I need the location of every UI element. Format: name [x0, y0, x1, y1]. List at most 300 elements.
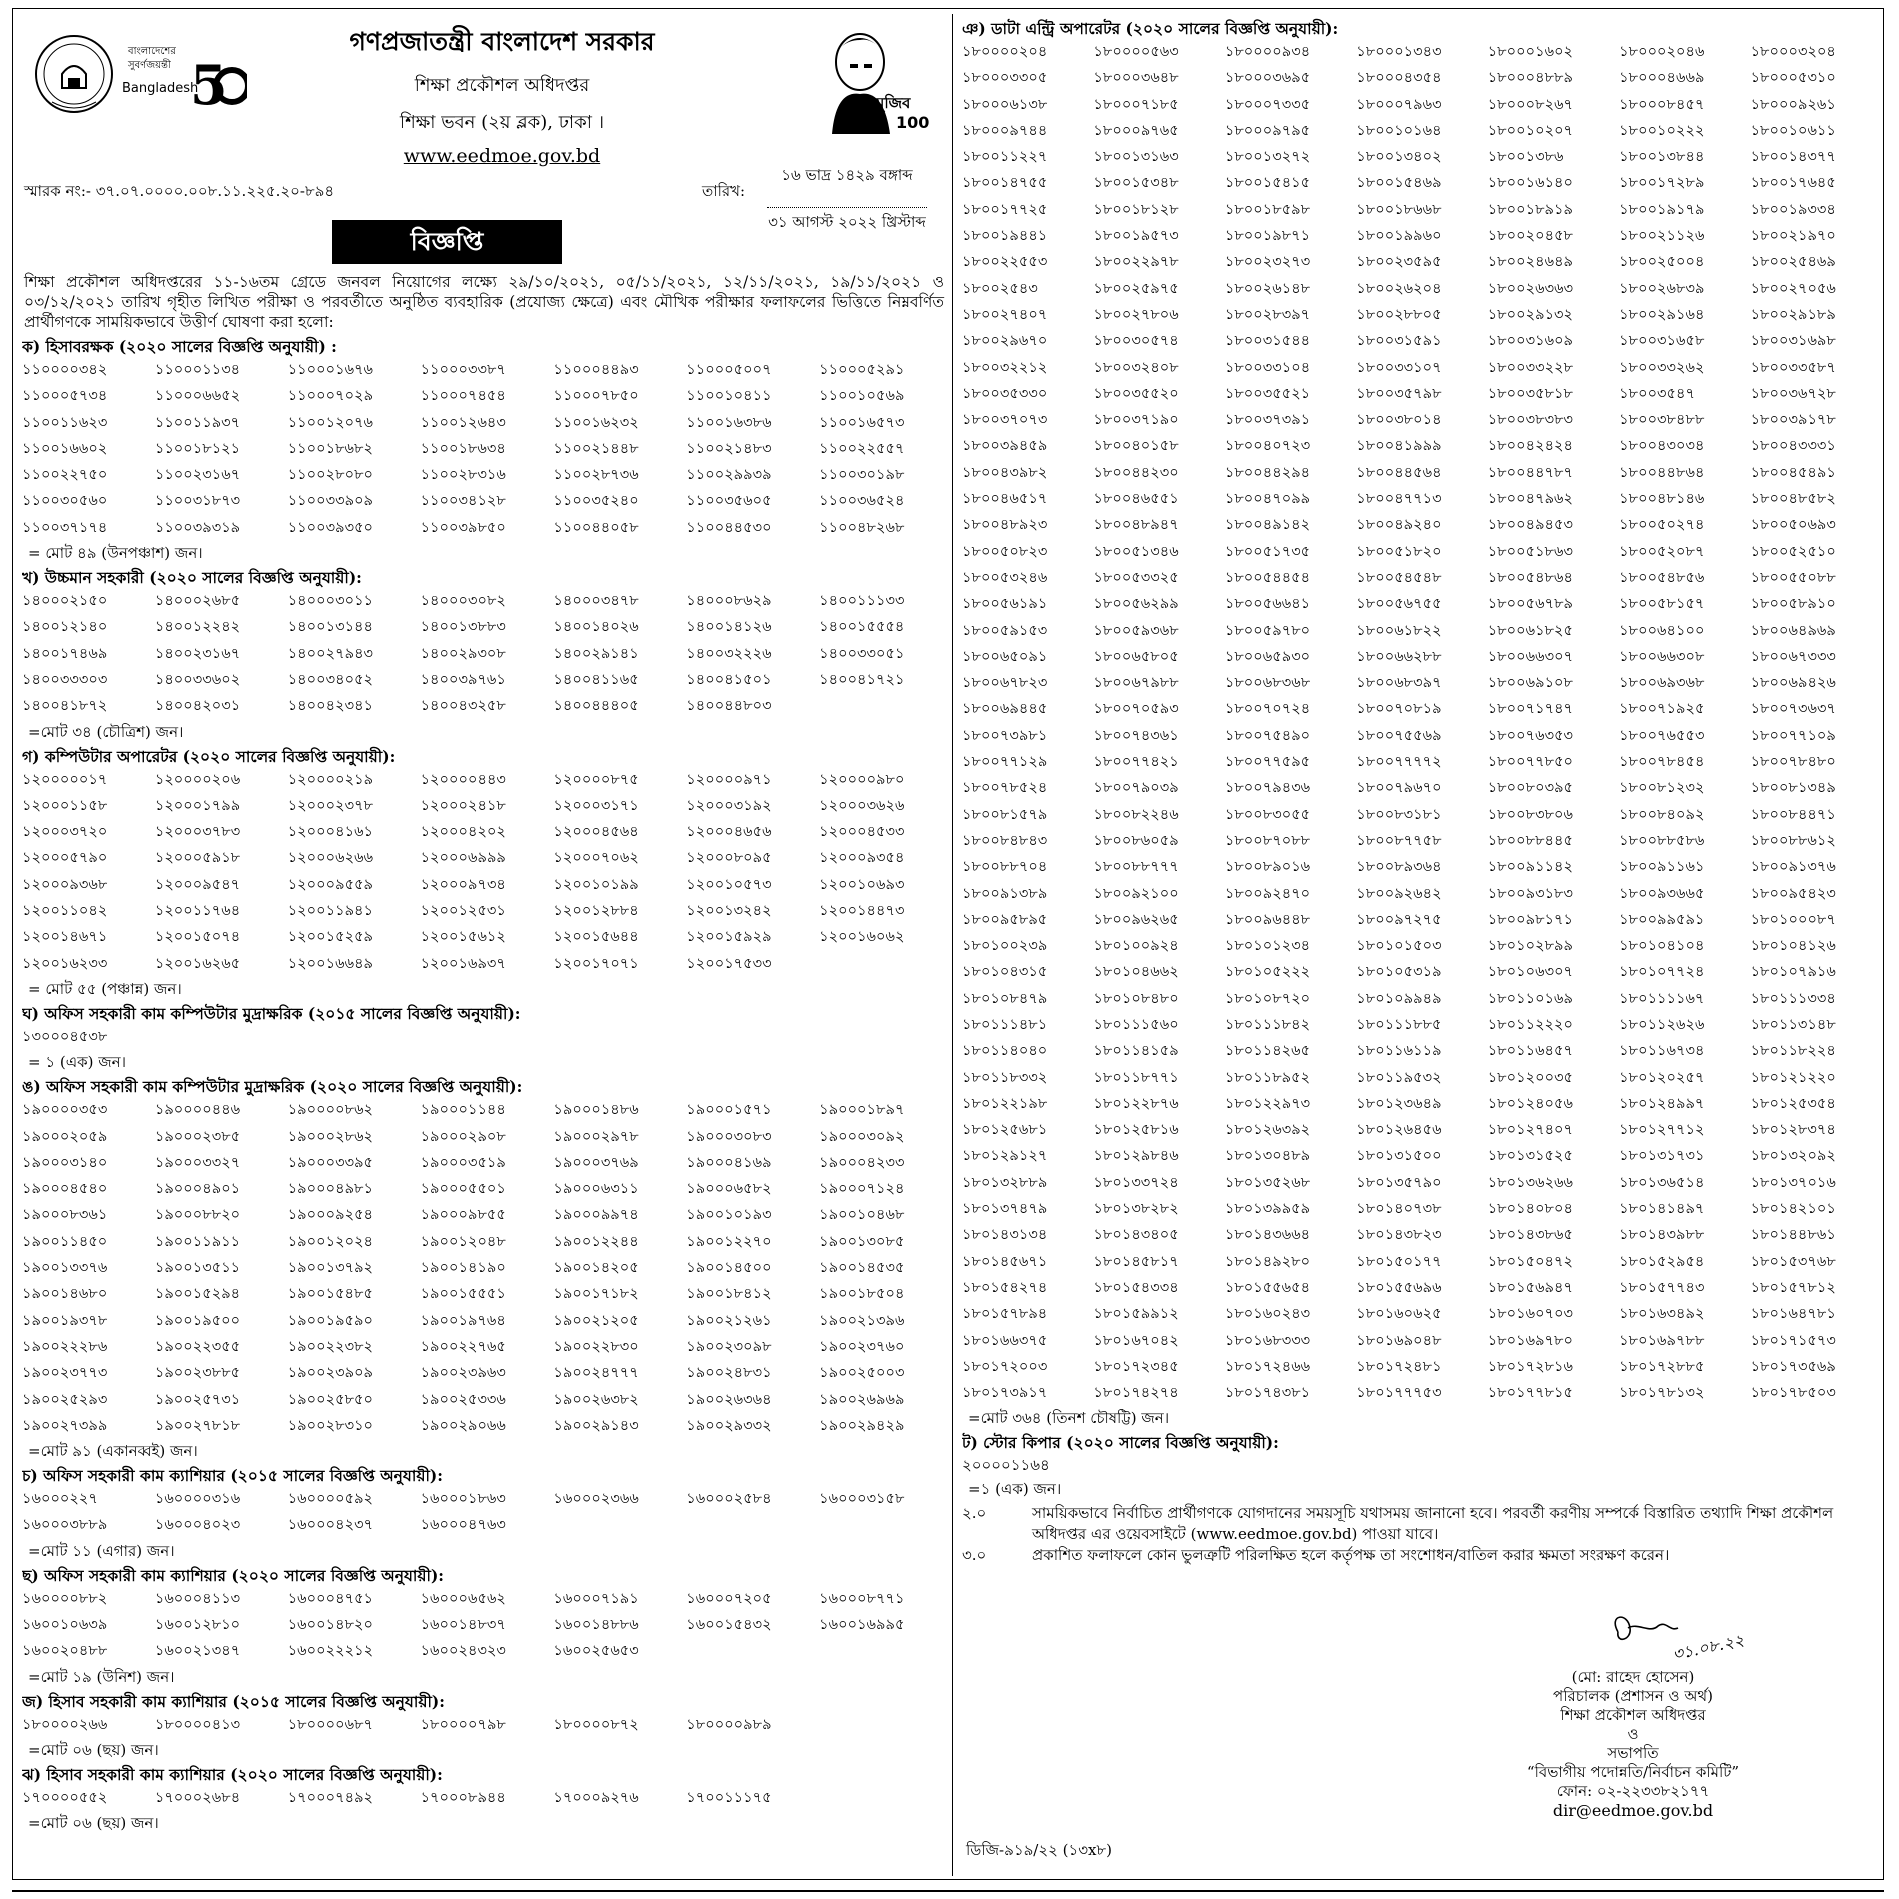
roll-number: ১৪০০২৯৩০৮	[420, 644, 506, 662]
roll-number: ১৮০০৮৮৪৪৫	[1487, 831, 1573, 849]
bottom-rule	[12, 1890, 1884, 1892]
roll-number: ১৮০০৪৩০৩৪	[1619, 437, 1705, 455]
roll-number: ১৮০০৮০৩৯৫	[1487, 779, 1574, 797]
roll-number: ১৯০০০২৯০৮	[420, 1127, 506, 1145]
roll-number: ১৯০০০৫৫০১	[420, 1180, 506, 1198]
roll-number: ১৮০১২৭৭১২	[1619, 1121, 1705, 1139]
roll-number: ১৮০০০৩৬৪৮	[1093, 69, 1179, 87]
roll-number: ১৮০১৭১৫৭৩	[1750, 1331, 1836, 1349]
roll-number: ১৮০০১৪৩৭৭	[1750, 148, 1836, 166]
roll-number: ১৮০১৪৪৮৬১	[1750, 1226, 1836, 1244]
roll-number: ১৮০১২৬৪৫৬	[1356, 1121, 1442, 1139]
roll-number: ১৯০০১৫২৯৪	[154, 1285, 241, 1303]
svg-text:5: 5	[190, 53, 228, 117]
roll-number: ১৪০০৪১৮৭২	[22, 697, 108, 715]
svg-text:Bangladesh: Bangladesh	[122, 81, 199, 96]
roll-number: ১৮০০৮৭৭৫৮	[1356, 831, 1442, 849]
roll-number: ১৮০০৪০৭২৩	[1224, 437, 1311, 455]
roll-number: ১৮০০২৩২৭৩	[1224, 253, 1311, 271]
roll-number: ১৮০০২৫৪৬৯	[1750, 253, 1836, 271]
roll-number: ১৮০০৬৪৯৬৯	[1750, 621, 1836, 639]
website-link[interactable]: www.eedmoe.gov.bd	[403, 145, 601, 167]
roll-number: ১৬০০০৩১৫৮	[819, 1490, 905, 1508]
roll-number: ১৮০০১৫৪৬৯	[1356, 174, 1442, 192]
roll-number: ১৮০১১০১৬৯	[1487, 989, 1573, 1007]
roll-number: ১৮০১৪৩৯৮৮	[1619, 1226, 1705, 1244]
roll-number: ১৮০০৮৩১৮১	[1356, 805, 1442, 823]
roll-number: ১৮০০১৯৫৭৩	[1093, 227, 1179, 245]
roll-number: ১৮০০৬৭৩৩৩	[1750, 647, 1836, 665]
roll-number: ১৮০০৮১৫৭৯	[962, 805, 1048, 823]
roll-number: ১৮০০৯১৩৭৬	[1750, 858, 1836, 876]
roll-number: ১৮০০১৮৬৬৮	[1356, 200, 1442, 218]
roll-number: ১৮০০৭৫৫৬৯	[1356, 726, 1442, 744]
roll-number: ১৭০০০৮৯৪৪	[420, 1788, 506, 1806]
roll-number: ১৮০০৭৭১০৯	[1750, 726, 1836, 744]
roll-number: ১৮০০১৩৪০২	[1356, 148, 1442, 166]
roll-number: ১৪০০১২১৪০	[22, 618, 108, 636]
roll-number: ১৮০০৭৮৪৫৪	[1619, 753, 1705, 771]
roll-number: ১৪০০৪১১৬৫	[553, 670, 639, 688]
section-title: ট) স্টোর কিপার (২০২০ সালের বিজ্ঞপ্তি অনুযায়ী):	[962, 1433, 1279, 1453]
roll-number: ১৮০১৪৩৬৬৪	[1224, 1226, 1311, 1244]
roll-number: ১৬০০০২৫৮৪	[686, 1490, 772, 1508]
roll-number: ১২০০০২৩৭৮	[287, 796, 374, 814]
roll-number: ১৬০০১৬৯৯৫	[819, 1615, 905, 1633]
roll-number: ১২০০০৩৭৮৩	[154, 823, 241, 841]
roll-number: ১৮০১০১৫০৩	[1356, 937, 1442, 955]
roll-number: ১৮০১৩৬২৬৬	[1487, 1173, 1574, 1191]
roll-number: ১৮০০৪০১৫৮	[1093, 437, 1179, 455]
roll-number: ১৮০০৮৪০৯২	[1619, 805, 1705, 823]
roll-number: ১২০০০০৮৭৫	[553, 770, 639, 788]
signatory-designation: পরিচালক (প্রশাসন ও অর্থ)	[1553, 1687, 1713, 1705]
roll-number: ১৮০১১৮৭৭১	[1093, 1068, 1179, 1086]
roll-number: ১১০০১৮৬৩৪	[420, 439, 506, 457]
roll-number: ১৪০০১৪১২৬	[686, 618, 772, 636]
roll-number: ১৮০০৭০৮১৯	[1356, 700, 1442, 718]
roll-number: ১৮০০০০৯৩৪	[1224, 43, 1311, 60]
roll-number: ১৬০০২৫৬৫৩	[553, 1642, 639, 1660]
roll-number: ১৮০০১৭৬৪৫	[1750, 174, 1836, 192]
roll-number: ১৮০০৫১৮২০	[1356, 542, 1442, 560]
roll-number: ১৮০১২৯১২৭	[962, 1147, 1048, 1165]
roll-number: ১৮০১১১৫৬০	[1093, 1015, 1179, 1033]
roll-number: ১৮০১৭৩৯১৭	[962, 1384, 1048, 1402]
roll-number: ১৯০০১৯৭৬৪	[420, 1311, 506, 1329]
roll-number: ১৮০০৪৪৫৬৪	[1356, 463, 1442, 481]
roll-number: ১৮০০২৩৫৯৫	[1356, 253, 1442, 271]
roll-number: ১৮০০৪২৪২৪	[1487, 437, 1574, 455]
roll-number: ১৮০১৪২১০১	[1750, 1200, 1836, 1218]
roll-number: ১৮০০০৪৬৬৯	[1619, 69, 1705, 87]
committee-name: “বিভাগীয় পদোন্নতি/নির্বাচন কমিটি”	[1526, 1763, 1740, 1781]
roll-number: ১৯০০২৯১৪৩	[553, 1416, 639, 1434]
roll-number: ১১০০০১১৩৪	[154, 361, 241, 378]
roll-number: ১৮০০৫১৮৬৩	[1487, 542, 1574, 560]
intro-paragraph: শিক্ষা প্রকৌশল অধিদপ্তরের ১১-১৬তম গ্রেডে জনবল নিয়োগের লক্ষ্যে ২৯/১০/২০২১, ০৫/১১/২০২১, ১২/১১/২০২১, ১৯/১১/২০২১ ও ০৩/১২/২০২১ তারিখ গৃহীত লিখিত পরীক্ষা ও পরবর্তীতে অনুষ্ঠিত ব্যবহারিক (প্রযোজ্য ক্ষেত্রে) এবং মৌখিক পরীক্ষার ফলাফলের ভিত্তিতে নিম্নবর্ণিত প্রার্থীগণকে সাময়িকভাবে উত্তীর্ণ ঘোষণা করা হলো:	[24, 273, 944, 331]
roll-number: ১২০০০০২০৬	[154, 770, 241, 788]
roll-number: ১৯০০০৪২৩৩	[819, 1153, 905, 1171]
roll-number: ১৮০০৯৩৬৬৫	[1619, 884, 1705, 902]
roll-number: ১৯০০১৯৩৭৮	[22, 1311, 108, 1329]
roll-number: ১৮০০৬৬৩০৮	[1619, 647, 1705, 665]
roll-number: ১৮০০৮৮৭০৪	[962, 858, 1048, 876]
section-total: =মোট ০৬ (ছয়) জন।	[28, 1814, 159, 1833]
section-title: ঞ) ডাটা এন্ট্রি অপারেটর (২০২০ সালের বিজ্ঞপ্তি অনুযায়ী):	[962, 19, 1339, 38]
roll-number: ১৯০০১৯৫৯০	[287, 1311, 373, 1329]
roll-number: ১৮০১২৮৩৭৪	[1750, 1121, 1836, 1139]
roll-number: ১৮০১২৫৮১৬	[1093, 1121, 1179, 1139]
roll-number: ১৮০১০৫২২২	[1224, 963, 1311, 981]
roll-number: ১৮০০০৮২৬৭	[1487, 95, 1574, 113]
roll-number: ১১০০৩৪১২৮	[420, 492, 506, 510]
roll-number: ১২০০১২৫৩১	[420, 902, 506, 920]
roll-number: ১৮০১১২৬২৬	[1619, 1015, 1705, 1033]
roll-number: ১২০০০২৪১৮	[420, 796, 506, 814]
signatory-office: শিক্ষা প্রকৌশল অধিদপ্তর	[1560, 1706, 1706, 1724]
roll-number: ১৮০১২৭৪০৭	[1487, 1121, 1574, 1139]
section-title: গ) কম্পিউটার অপারেটর (২০২০ সালের বিজ্ঞপ্তি অনুযায়ী):	[22, 746, 396, 766]
roll-number: ১৮০০৭৮৪৮০	[1750, 753, 1836, 771]
roll-number: ১৮০০৭৬৫৫৩	[1619, 726, 1705, 744]
roll-number: ১৮০১৬৩৪৯২	[1619, 1305, 1705, 1323]
roll-number: ১৮০০১৮৫৯৮	[1224, 200, 1311, 218]
roll-number: ১২০০০৭০৬২	[553, 849, 639, 867]
roll-number: ১৮০০৬৯৪৪৫	[962, 700, 1048, 718]
roll-number: ১৯০০০৩১৪০	[22, 1153, 108, 1171]
roll-number: ১৮০১৪৫৬৭১	[962, 1252, 1048, 1270]
roll-number: ১৬০০০৮৭৭১	[819, 1589, 905, 1607]
roll-number: ১৮০০৮৮৬১২	[1750, 831, 1836, 849]
roll-number: ১৯০০০৪৯৮১	[287, 1180, 373, 1198]
roll-number: ১৯০০২৭৩৯৯	[22, 1416, 108, 1434]
roll-number: ১৮০০৪৪৭৮৭	[1487, 463, 1574, 481]
roll-number: ১৬০০২২২১২	[287, 1642, 374, 1660]
column-divider	[952, 14, 953, 1876]
roll-number: ১১০০২২৫৫৭	[819, 439, 905, 457]
roll-number: ১৯০০০২৯৭৮	[553, 1127, 639, 1145]
roll-number: ১৮০১৫৪৩৩৪	[1093, 1278, 1179, 1296]
roll-number: ১৮০০৭১৭৪৭	[1487, 700, 1574, 718]
roll-number: ১৯০০০৩৩৯৫	[287, 1153, 374, 1171]
right-column	[962, 14, 1878, 1876]
roll-number: ১৮০০৭০৭২৪	[1224, 700, 1311, 718]
roll-number: ১৯০০২৬৯৬৯	[819, 1390, 905, 1408]
result-section	[22, 1077, 948, 1461]
result-section	[22, 1466, 948, 1561]
roll-number: ১৮০০৪৩৩৩১	[1750, 437, 1836, 455]
roll-number: ১৮০০৫৬৭৫৫	[1356, 595, 1442, 613]
roll-number: ১৮০০৭৯০৩৯	[1093, 779, 1179, 797]
roll-number: ১২০০১৫৯২৯	[686, 928, 772, 946]
roll-number: ১২০০০৯৩৬৮	[22, 875, 108, 893]
roll-number: ১৭০০০২৬৮৪	[154, 1788, 241, 1806]
roll-number: ১৮০০৪৮৯২৩	[962, 516, 1048, 534]
roll-number: ১৮০০৫২০৮৭	[1619, 542, 1705, 560]
roll-number: ১২০০০৫৭৯০	[22, 849, 108, 867]
roll-number: ১৮০১৫৩৭৬৮	[1750, 1252, 1836, 1270]
roll-number: ১৯০০০৬৫৮২	[686, 1180, 772, 1198]
roll-number: ১২০০০৯৭৩৪	[420, 875, 506, 893]
roll-number: ১৮০০৭৭৫৯৫	[1224, 753, 1311, 771]
roll-number: ১৯০০১২০৪৮	[420, 1232, 506, 1250]
roll-number: ১৮০০২৭৮০৬	[1093, 305, 1179, 323]
roll-number: ১২০০১৬২৬৫	[154, 954, 241, 972]
roll-number: ১৯০০০২৮৬২	[287, 1127, 374, 1145]
roll-number: ১৮০০৩৩১০৪	[1224, 358, 1311, 376]
roll-number: ১৮০০৪৯২৪০	[1356, 516, 1442, 534]
roll-number: ১৮০০৩৮৪৮৮	[1619, 411, 1705, 429]
section-total: =১ (এক) জন।	[968, 1480, 1062, 1499]
roll-number: ১৮০০৭৭১২৯	[962, 753, 1048, 771]
roll-number: ১৮০১৭৭৭৫৩	[1356, 1384, 1442, 1402]
roll-number: ১৩০০০৪৫৩৮	[22, 1027, 108, 1045]
roll-number: ১৯০০২৩৭৬০	[819, 1337, 905, 1355]
result-section	[22, 1692, 948, 1760]
roll-number: ১১০০৩৫৬০৫	[686, 492, 772, 510]
roll-number: ১৮০০৩২৪০৮	[1093, 358, 1179, 376]
roll-number: ১১০০০৬৬৫২	[154, 387, 241, 405]
roll-number: ১৮০০৭৩৬৩৭	[1750, 700, 1836, 718]
svg-text:সুবর্ণজয়ন্তী: সুবর্ণজয়ন্তী	[128, 60, 171, 71]
roll-number: ১৮০০৩১৬৫৮	[1619, 332, 1705, 350]
roll-number: ১৮০০৩১৫৪৪	[1224, 332, 1311, 350]
roll-number: ১৪০০৪২৩৪১	[287, 697, 374, 715]
roll-grid	[22, 588, 948, 719]
roll-number: ১৯০০১৫৪৮৫	[287, 1285, 373, 1303]
roll-number: ১৮০১১১৩৩৪	[1750, 989, 1836, 1007]
roll-number: ১৮০০৫৬৭৮৯	[1487, 595, 1574, 613]
roll-number: ১৮০০৪৯১৪২	[1224, 516, 1311, 534]
roll-number: ১৬০০০১৮৬৩	[420, 1490, 506, 1508]
roll-number: ১৬০০১৪৮৮৬	[553, 1615, 639, 1633]
roll-number: ১৯০০১৮৫০৪	[819, 1285, 905, 1303]
roll-number: ১৬০০০২৩৬৬	[553, 1490, 639, 1508]
roll-number: ১৮০১৪০৭৩৮	[1356, 1200, 1442, 1218]
roll-number: ১৮০০৪৪৮৬৪	[1619, 463, 1705, 481]
roll-number: ১৮০০২০৪৫৮	[1487, 227, 1574, 245]
roll-number: ১৮০০৫৯১৫৩	[962, 621, 1048, 639]
roll-number: ১৮০০৫৯৩৬৮	[1093, 621, 1179, 639]
roll-number: ১১০০২১৪৪৮	[553, 439, 639, 457]
roll-number: ১৮০০৩৭৩৯১	[1224, 411, 1311, 429]
roll-number: ১২০০০৩১৭১	[553, 796, 639, 814]
roll-number: ১৮০০৪৭৭১৩	[1356, 490, 1442, 508]
roll-number: ১১০০৪৪০৫৮	[553, 518, 639, 536]
letterhead-center	[222, 22, 782, 167]
roll-number: ১৮০০৫৪৮৫৬	[1619, 568, 1705, 586]
roll-number: ১৮০০৪৬৫১৭	[962, 490, 1048, 508]
roll-number: ১৯০০০১১৪৪	[420, 1101, 506, 1119]
roll-number: ১৮০০২১১২৬	[1619, 227, 1705, 245]
roll-number: ১৮০১৪৩৮৬৫	[1487, 1226, 1573, 1244]
roll-number: ১৮০০৯৮১৭১	[1487, 910, 1573, 928]
roll-number: ১২০০০৬২৬৬	[287, 849, 374, 867]
roll-number: ১৯০০২৮৩১০	[287, 1416, 374, 1434]
roll-number: ১৮০১১৪১৫৯	[1093, 1042, 1179, 1060]
roll-number: ১৮০০১৩২৭২	[1224, 148, 1311, 166]
roll-number: ১৯০০১২২৭০	[686, 1232, 772, 1250]
roll-number: ১৮০০৩৫৮১৮	[1487, 384, 1573, 402]
roll-grid	[22, 1712, 948, 1738]
roll-number: ১৮০০৪৭০৯৯	[1224, 490, 1311, 508]
roll-number: ১১০০২৩১৬৭	[154, 466, 241, 484]
roll-number: ১২০০১৫০৭৪	[154, 928, 241, 946]
roll-grid	[962, 39, 1878, 1406]
signatory-role: সভাপতি	[1607, 1744, 1659, 1762]
roll-number: ১৮০০৩৩২২৮	[1487, 358, 1574, 376]
roll-number: ১৮০০৭১৯২৫	[1619, 700, 1705, 718]
roll-number: ১৮০০৬৮৩৯৭	[1356, 674, 1442, 692]
roll-number: ১৯০০০৮৩৬১	[22, 1206, 108, 1224]
roll-number: ১২০০০০৯৭১	[686, 770, 772, 788]
roll-number: ১৮০০৩৭১৯০	[1093, 411, 1179, 429]
roll-number: ১৪০০১৩১৪৪	[287, 618, 373, 636]
roll-number: ১৮০১৩২০৯২	[1750, 1147, 1836, 1165]
roll-number: ১৮০০১১২২৭	[962, 148, 1048, 166]
roll-number: ১৮০১৬৯০৪৮	[1356, 1331, 1442, 1349]
roll-number: ১৮০১৫৭৭৪৩	[1619, 1278, 1705, 1296]
roll-number: ১৯০০০৪৫৪০	[22, 1180, 108, 1198]
roll-number: ১৯০০১৩০৮৫	[819, 1232, 905, 1250]
roll-number: ১৯০০২১২৬১	[686, 1311, 772, 1329]
roll-number: ১৮০০৩৯৪৫৯	[962, 437, 1048, 455]
roll-number: ১৮০০০৪৩৫৪	[1356, 69, 1442, 87]
memo-row	[22, 164, 948, 231]
roll-number: ১৮০০৪৮৫৮২	[1750, 490, 1836, 508]
roll-number: ১৪০০০২১৫০	[22, 592, 108, 610]
section-title: চ) অফিস সহকারী কাম ক্যাশিয়ার (২০১৫ সালের বিজ্ঞপ্তি অনুযায়ী):	[22, 1466, 443, 1486]
roll-number: ১৬০০২৪৩২৩	[420, 1642, 506, 1660]
roll-number: ১৬০০২১৩৪৭	[154, 1642, 241, 1660]
roll-number: ১৮০০০৩৬৯৫	[1224, 69, 1311, 87]
roll-number: ১১০০৪৮২৬৮	[819, 518, 905, 536]
roll-number: ১৮০০৫১৩৪৬	[1093, 542, 1179, 560]
bangladesh-50-logo-icon	[32, 22, 247, 132]
roll-number: ১১০০০৭৪৫৪	[420, 387, 506, 405]
roll-number: ১৮০০৯১১৪২	[1487, 858, 1573, 876]
roll-number: ১১০০১৮৬৮২	[287, 439, 374, 457]
roll-number: ১৮০০৪৩৯৮২	[962, 463, 1048, 481]
roll-number: ১৮০১২৪৯৯৭	[1619, 1094, 1705, 1112]
roll-number: ১৯০০০৪১৬৯	[686, 1153, 772, 1171]
roll-number: ১৮০০২৯১৮৯	[1750, 305, 1836, 323]
roll-number: ১৮০০০৮৪৫৭	[1619, 95, 1705, 113]
roll-number: ১৮০০১০৬১১	[1750, 121, 1836, 139]
roll-number: ১৯০০০৯৮৫৫	[420, 1206, 506, 1224]
roll-number: ১৬০০০৪৭৬৩	[420, 1516, 506, 1534]
roll-number: ১৮০০৯৬৪৪৮	[1224, 910, 1311, 928]
roll-number: ১২০০০০২১৯	[287, 770, 374, 788]
roll-number: ১৯০০১৪১৯০	[420, 1259, 506, 1277]
roll-number: ১২০০১৪৪৭৩	[819, 902, 905, 920]
roll-number: ১২০০১১৯৪১	[287, 902, 373, 920]
roll-number: ১৮০০৮৩৮০৬	[1487, 805, 1574, 823]
roll-number: ১১০০১৬৩৮৬	[686, 413, 772, 431]
roll-number: ১৮০০১৯৯৬০	[1356, 227, 1442, 245]
roll-number: ১৮০০০৯৭৯৫	[1224, 121, 1311, 139]
roll-number: ১৯০০০৮৮২০	[154, 1206, 241, 1224]
signature-image	[1478, 1604, 1788, 1668]
roll-number: ১১০০১৮১২১	[154, 439, 241, 457]
roll-number: ১৯০০০০৮৬২	[287, 1101, 374, 1119]
roll-number: ১৮০০৯৯৫৯১	[1619, 910, 1705, 928]
roll-number: ১৮০০০০৬৮৭	[287, 1715, 374, 1733]
roll-number: ১৯০০১২২৪৪	[553, 1232, 639, 1250]
roll-number: ১৯০০২৪৮৩১	[686, 1364, 772, 1382]
svg-text:100: 100	[896, 113, 930, 132]
roll-number: ১২০০১৬৬৪৯	[287, 954, 374, 972]
roll-number: ১৮০১৭৩৫৬৯	[1750, 1357, 1836, 1375]
roll-number: ১৮০০৯২৪৭০	[1224, 884, 1311, 902]
roll-number: ১৬০০২০৪৮৮	[22, 1642, 108, 1660]
roll-number: ১৭০০১১১৭৫	[686, 1788, 772, 1806]
date-dotted-line	[767, 193, 927, 208]
roll-number: ১৪০০১২২৪২	[154, 618, 241, 636]
roll-number: ১৮০১১৩১৪৮	[1750, 1015, 1836, 1033]
roll-number: ১৮০০৪৭৯৬২	[1487, 490, 1574, 508]
roll-number: ১৮০০০০২৬৬	[22, 1715, 108, 1733]
roll-number: ১৮০০৫৩২৪৬	[962, 568, 1048, 586]
roll-number: ১৮০১২৫৬৮১	[962, 1121, 1048, 1139]
roll-number: ১৮০০০১৩৪৩	[1356, 43, 1442, 60]
roll-number: ১২০০০৪১৬১	[287, 823, 374, 841]
roll-number: ১৪০০১৫৫৫৪	[819, 618, 905, 636]
roll-number: ১১০০৩০১৯৮	[819, 466, 905, 484]
date-block	[767, 164, 927, 236]
roll-number: ১২০০১৬৯৩৭	[420, 954, 506, 972]
letterhead	[22, 14, 948, 167]
roll-number: ১৮০১৩০৪৮৯	[1224, 1147, 1311, 1165]
roll-number: ১১০০৩৭১৭৪	[22, 518, 108, 536]
roll-number: ১৯০০২৩৯০৯	[287, 1364, 374, 1382]
roll-number: ১৮০০০৭৯৬৩	[1356, 95, 1442, 113]
roll-number: ১৮০০২৯৬৭০	[962, 332, 1048, 350]
roll-number: ১১০০২৯৯৩৯	[686, 466, 772, 484]
email-address[interactable]: dir@eedmoe.gov.bd	[1552, 1801, 1714, 1820]
roll-number: ১৮০০৮২২৪৬	[1093, 805, 1179, 823]
roll-number: ১১০০১৬৬০২	[22, 439, 108, 457]
roll-number: ১৮০১৭২৮৮৫	[1619, 1357, 1705, 1375]
roll-number: ১২০০১১০৪২	[22, 902, 108, 920]
roll-number: ১৯০০২২২৮৬	[22, 1337, 108, 1355]
roll-number: ১৬০০০৪০২৩	[154, 1516, 241, 1534]
roll-number: ১৮০১৪১৪৯৭	[1619, 1200, 1705, 1218]
roll-number: ১৮০০৩৫৫২১	[1224, 384, 1311, 402]
roll-number: ১৮০০৬১৮২২	[1356, 621, 1442, 639]
roll-number: ১৮০০৫৪৫৪৮	[1356, 568, 1442, 586]
roll-number: ১৮০০৫০২৭৪	[1619, 516, 1705, 534]
roll-number: ১৮০০০৪৮৮৯	[1487, 69, 1573, 87]
roll-number: ১৮০০৭৫৪৯০	[1224, 726, 1311, 744]
roll-number: ১৯০০১১৯১১	[154, 1232, 241, 1250]
roll-number: ১৪০০১৩৮৮৩	[420, 618, 506, 636]
roll-number: ১৮০০২৫০০৪	[1619, 253, 1705, 271]
section-total: =মোট ৩৪ (চৌত্রিশ) জন।	[28, 722, 184, 741]
roll-number: ১৬০০১৫৪৩২	[686, 1615, 772, 1633]
roll-number: ১৮০০৬৭৯৮৮	[1093, 674, 1179, 692]
roll-number: ১৪০০৩৯৭৬১	[420, 670, 506, 688]
office-address: শিক্ষা ভবন (২য় ব্লক), ঢাকা ।	[399, 112, 605, 133]
roll-number: ১৮০০১৯৮৭১	[1224, 227, 1311, 245]
roll-number: ১৮০১০৫৩১৯	[1356, 963, 1442, 981]
roll-number: ১১০০৩১৮৭৩	[154, 492, 241, 510]
roll-number: ১৯০০০৬৩১১	[553, 1180, 639, 1198]
roll-number: ১৮০০৫৮১৫৭	[1619, 595, 1705, 613]
roll-number: ১৮০০০৩২০৪	[1750, 43, 1836, 60]
roll-number: ১৪০০৪৪৮০৩	[686, 697, 772, 715]
